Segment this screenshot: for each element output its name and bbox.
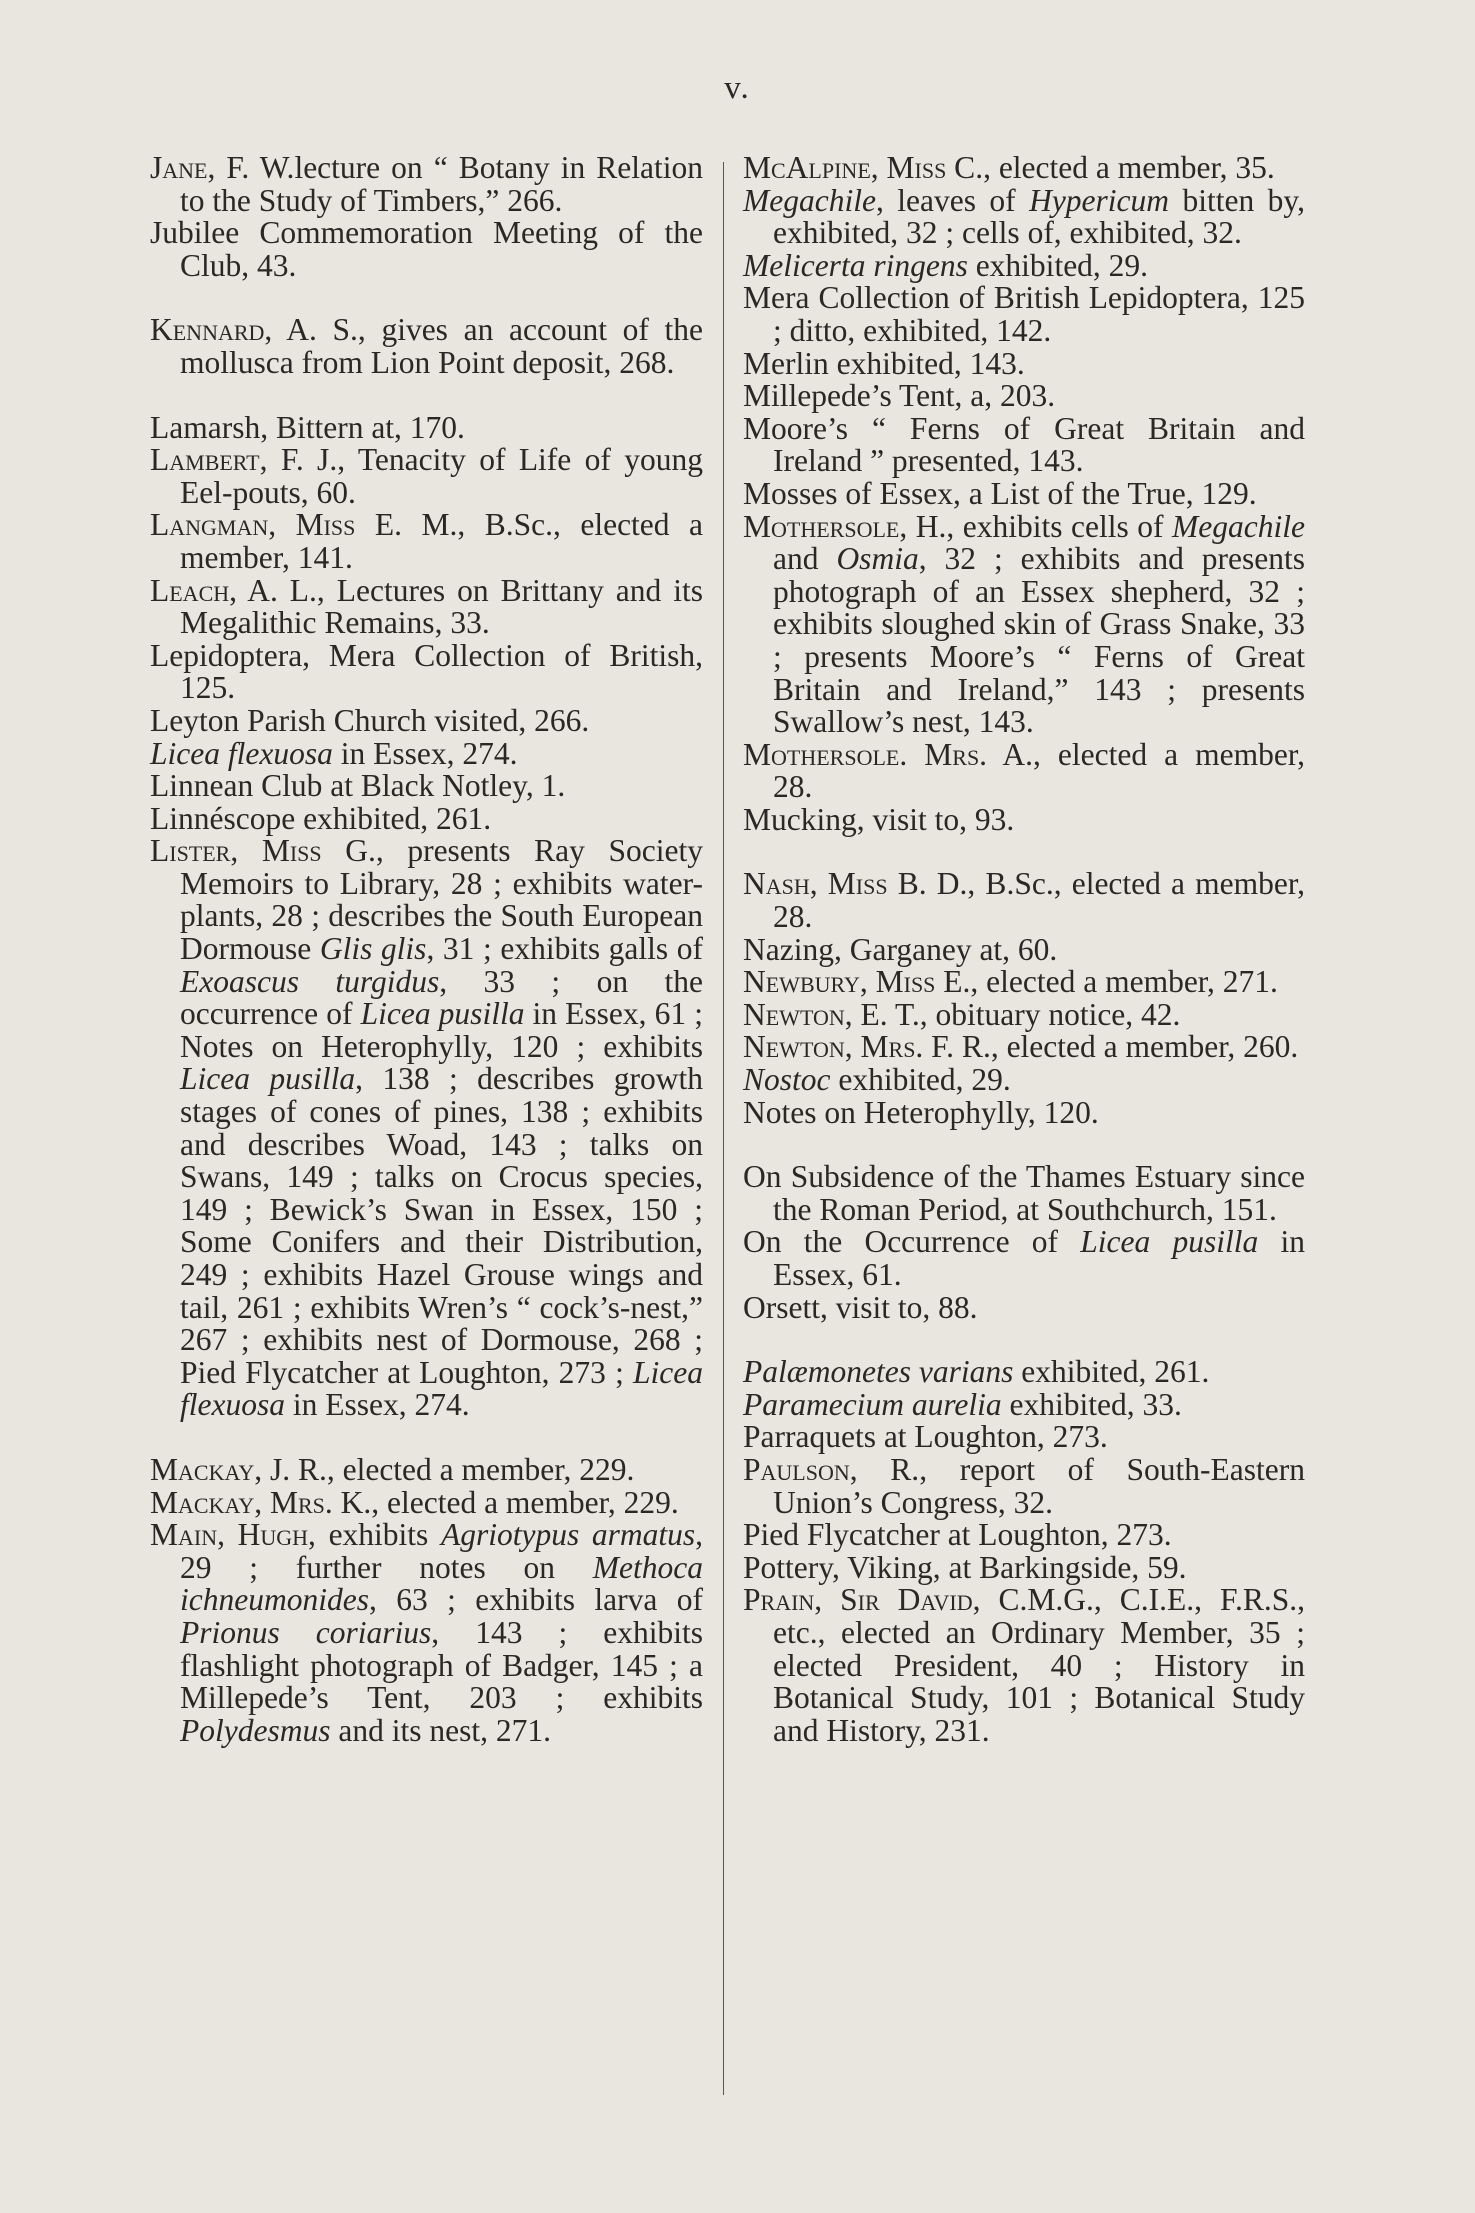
entry-text: Mucking, visit to, 93. [743,801,1015,837]
entry-text: exhibited, 33. [1001,1386,1182,1422]
entry-text: , leaves of [875,182,1030,218]
column-divider [723,162,724,2095]
entry-italic-term: Exoascus turgidus [180,963,440,999]
index-entry [743,410,1305,479]
entry-text: Jubilee Commemoration Meeting of the Club, 43. [150,215,703,283]
entry-text: , 33 ; on the occurrence of [180,963,703,1032]
index-entry [743,1161,1305,1226]
index-entry [743,1584,1305,1747]
entry-text: , elected a member, 271. [970,964,1278,1000]
entry-text: exhibited, 29. [830,1062,1011,1098]
entry-italic-term: Licea flexuosa [150,735,333,771]
entry-italic-term: Megachile [743,182,876,218]
index-entry [150,770,703,803]
entry-text: On Subsidence of the Thames Estuary since the Roman Period, at Southchurch, 151. [743,1159,1305,1227]
entry-text: , Tenacity of Life of young Eel-pouts, 60. [180,442,703,510]
entry-text: , elected a member, 229. [326,1451,635,1487]
entry-text: , obituary notice, 42. [919,996,1181,1032]
entry-text: , presents Ray Society Memoirs to Library, 28 ; exhibits water-plants, 28 ; describes the South European Dormouse [180,833,703,967]
entry-text: , 63 ; exhibits larva of [368,1582,703,1618]
index-entry [150,314,703,379]
index-entry [743,736,1306,805]
entry-name: Mackay, J. R. [150,1451,327,1487]
page-number: v. [724,70,751,106]
entry-text: Millepede’s Tent, a, 203. [743,378,1056,414]
entry-text: , 31 ; exhibits galls of [426,931,704,967]
entry-text: Merlin exhibited, 143. [743,345,1025,381]
index-entry [150,800,703,836]
index-entry [743,1356,1305,1389]
index-entry [743,996,1305,1032]
entry-name: Kennard, A. S. [150,312,358,348]
entry-text: , elected a member, 260. [990,1029,1299,1065]
index-entry [743,1386,1305,1422]
index-entry [150,735,703,771]
entry-name: McAlpine, Miss C. [743,150,984,185]
entry-text: in Essex, 61. [773,1224,1305,1292]
index-entry [743,152,1305,185]
entry-text: , report of South-Eastern Union’s Congress, 32. [773,1451,1305,1520]
index-entry [743,182,1305,251]
entry-text: Mosses of Essex, a List of the True, 129. [743,475,1257,511]
entry-name: Paulson, R. [743,1451,920,1487]
index-entry [743,380,1305,413]
index-entry [743,1289,1305,1325]
index-entry [150,152,703,217]
entry-text: , B.Sc., elected a member, 28. [773,866,1305,935]
index-entry [743,282,1305,347]
entry-name: Mackay, Mrs. K. [150,1484,372,1520]
index-entry [743,1094,1305,1130]
entry-text: , elected a member, 28. [773,736,1306,805]
entry-text: Pied Flycatcher at Loughton, 273. [743,1517,1172,1553]
entry-text: in Essex, 61 ; Notes on Heterophylly, 120 ; exhibits [180,996,703,1064]
index-entry [743,1451,1305,1520]
index-entry [743,1064,1305,1097]
index-entry [743,1549,1305,1585]
entry-italic-term: Palæmonetes varians [743,1354,1014,1390]
entry-text: Orsett, visit to, 88. [743,1289,978,1325]
index-entry [150,1519,703,1747]
entry-text: and [773,541,837,577]
entry-name: Newton, E. T. [743,996,920,1032]
index-entry [150,217,703,282]
entry-text: Pottery, Viking, at Barkingside, 59. [743,1549,1187,1585]
entry-text: in Essex, 274. [332,735,518,771]
index-entry [743,1519,1305,1552]
index-entry [150,572,703,641]
index-entry [743,1031,1305,1064]
entry-text: exhibited, 29. [967,247,1149,283]
entry-name: Langman, Miss E. M. [150,507,458,543]
index-entry [150,1451,703,1487]
entry-name: Nash, Miss B. D. [743,866,968,902]
left-column [150,152,703,1747]
entry-name: Mothersole, H. [743,508,947,544]
entry-text: in Essex, 274. [284,1387,470,1423]
entry-text: On the Occurrence of [743,1224,1081,1260]
entry-italic-term: Osmia [836,541,919,577]
entry-italic-term: Megachile [1172,508,1305,544]
entry-italic-term: Hypericum [1029,182,1170,218]
index-entry [150,509,703,574]
entry-text: , 143 ; exhibits flashlight photograph of Badger, 145 ; a Millepede’s Tent, 203 ; exhibits [180,1614,703,1716]
index-entry [150,702,703,738]
entry-text: , 138 ; describes growth stages of cones of pines, 138 ; exhibits and describes Woad, 143 ; talks on Swans, 149 ; talks on Crocus species, 149 ; Bewick’s Swan in Essex, 150 ; Some Conifers and their Distribution, 249 ; exhibits Hazel Grouse wings and tail, 261 ; exhibits Wren’s “ cock’s-nest,” 267 ; exhibits nest of Dormouse, 268 ; Pied Flycatcher at Loughton, 273 ; [180,1061,703,1390]
entry-name: Lister, Miss G. [150,833,376,869]
entry-italic-term: Licea pusilla [360,996,525,1032]
entry-name: Main, Hugh [150,1517,309,1553]
entry-text: Notes on Heterophylly, 120. [743,1094,1099,1130]
index-entry [743,1421,1305,1454]
entry-italic-term: Melicerta ringens [743,247,968,283]
entry-italic-term: Methoca ichneumonides [180,1549,703,1618]
entry-name: Newbury, Miss E. [743,964,971,1000]
right-column [743,152,1305,1747]
entry-italic-term: Licea flexuosa [180,1354,703,1423]
entry-italic-term: Polydesmus [180,1712,331,1748]
index-entry [150,835,703,1422]
entry-name: Jane, F. W. [150,150,295,185]
index-entry [743,868,1305,933]
entry-text: Leyton Parish Church visited, 266. [150,702,590,738]
entry-name: Leach, A. L. [150,572,317,608]
entry-text: , B.Sc., elected a member, 141. [180,507,703,575]
entry-text: Mera Collection of British Lepidoptera, 125 ; ditto, exhibited, 142. [743,280,1305,348]
index-entry [743,1226,1305,1291]
entry-text: Linnéscope exhibited, 261. [150,800,492,836]
entry-text: , Lectures on Brittany and its Megalithic Remains, 33. [180,572,703,641]
index-entry [743,247,1305,283]
entry-text: , exhibits cells of [946,508,1173,544]
index-entry [743,475,1305,511]
index-entry [743,801,1305,837]
entry-text: , exhibits [308,1517,441,1553]
entry-name: Lambert, F. J. [150,442,338,478]
entry-text: , elected a member, 35. [983,150,1275,185]
index-entry [150,1484,703,1520]
entry-text: bitten by, exhibited, 32 ; cells of, exhibited, 32. [773,182,1305,251]
entry-text: Linnean Club at Black Notley, 1. [150,768,566,804]
entry-text: , C.M.G., C.I.E., F.R.S., etc., elected an Ordinary Member, 35 ; elected President, 40 ; History in Botanical Study, 101 ; Botanical Study and History, 231. [773,1582,1305,1748]
entry-text: Moore’s “ Ferns of Great Britain and Ireland ” presented, 143. [743,410,1305,479]
index-entry [743,508,1306,740]
entry-italic-term: Licea pusilla [180,1061,356,1097]
entry-italic-term: Nostoc [743,1062,831,1098]
index-entry [743,931,1305,967]
entry-name: Prain, Sir David [743,1582,973,1618]
entry-italic-term: Glis glis [319,931,427,967]
index-entry [743,966,1305,999]
entry-text: , elected a member, 229. [371,1484,679,1520]
entry-italic-term: Paramecium aurelia [743,1386,1002,1422]
entry-text: Nazing, Garganey at, 60. [743,931,1058,967]
entry-text: Lamarsh, Bittern at, 170. [150,409,465,445]
entry-text: , 32 ; exhibits and presents photograph of an Essex shepherd, 32 ; exhibits sloughed skin of Grass Snake, 33 ; presents Moore’s “ Ferns of Great Britain and Ireland,” 143 ; presents Swallow’s nest, 143. [773,541,1306,740]
entry-italic-term: Agriotypus armatus [440,1517,696,1553]
entry-text: Parraquets at Loughton, 273. [743,1419,1108,1455]
entry-text: and its nest, 271. [330,1712,551,1748]
index-entry [743,345,1305,381]
entry-name: Newton, Mrs. F. R. [743,1029,991,1065]
index-entry [150,409,703,445]
index-entry [150,637,703,706]
entry-text: exhibited, 261. [1013,1354,1210,1390]
entry-italic-term: Prionus coriarius [180,1614,432,1650]
entry-text: lecture on “ Botany in Relation to the Study of Timbers,” 266. [180,150,703,218]
entry-italic-term: Licea pusilla [1080,1224,1259,1260]
entry-text: Lepidoptera, Mera Collection of British, 125. [150,637,703,706]
entry-text: , gives an account of the mollusca from Lion Point deposit, 268. [180,312,703,380]
index-entry [150,444,703,509]
entry-name: Mothersole. Mrs. A. [743,736,1033,772]
entry-text: , 29 ; further notes on [180,1517,703,1585]
